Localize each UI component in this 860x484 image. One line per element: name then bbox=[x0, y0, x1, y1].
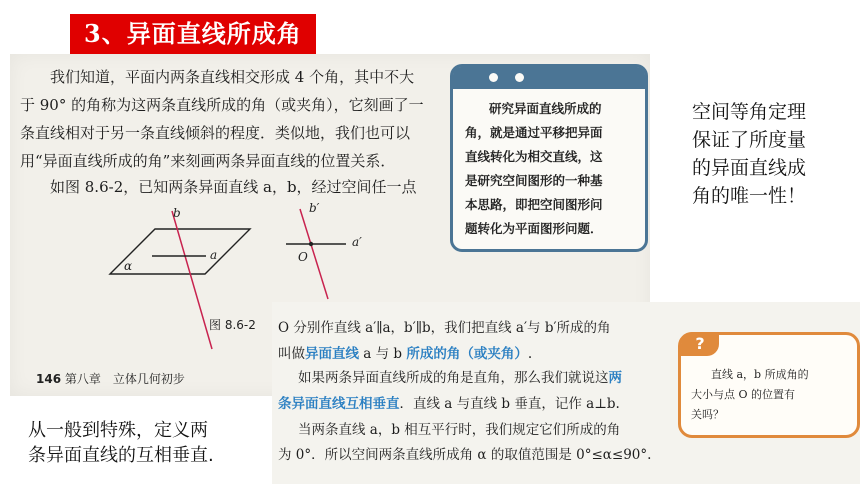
label-b: b bbox=[173, 206, 181, 220]
note-bottom: 从一般到特殊，定义两 条异面直线的互相垂直. bbox=[28, 420, 214, 466]
page-footer bbox=[36, 370, 185, 387]
scan2-line-6: 为 0°．所以空间两条直线所成角 α 的取值范围是 0°≤α≤90°. bbox=[278, 447, 652, 463]
question-mark-icon: ? bbox=[681, 332, 719, 356]
label-b-prime: b′ bbox=[309, 201, 320, 215]
figure-caption: 图 8.6-2 bbox=[209, 318, 256, 332]
textbook-scan-bottom bbox=[272, 302, 860, 484]
point-O bbox=[309, 242, 313, 246]
label-alpha: α bbox=[124, 259, 133, 273]
paragraph-line-3: 条直线相对于另一条直线倾斜的程度．类似地，我们也可以 bbox=[20, 124, 411, 142]
note-right: 空间等角定理 保证了所度量 的异面直线成 角的唯一性！ bbox=[692, 101, 807, 207]
scan2-line-4: 条异面直线互相垂直．直线 a 与直线 b 垂直，记作 a⊥b. bbox=[278, 396, 620, 412]
question-box bbox=[678, 332, 860, 438]
page-number: 146 bbox=[36, 372, 62, 386]
label-a-prime: a′ bbox=[352, 235, 362, 249]
sidebar-note-text: 研究异面直线所成的 角，就是通过平移把异面 直线转化为相交直线，这 是研究空间图形的一种基 本思路，即把空间图形问 题转化为平面图形问题． bbox=[465, 101, 603, 236]
paragraph-line-1: 我们知道，平面内两条直线相交形成 4 个角，其中不大 bbox=[50, 68, 415, 86]
dot-icon bbox=[489, 73, 498, 82]
label-a: a bbox=[210, 248, 218, 262]
paragraph-line-2: 于 90° 的角称为这两条直线所成的角（或夹角），它刻画了一 bbox=[20, 96, 424, 114]
label-O: O bbox=[298, 250, 308, 264]
sidebar-note-header bbox=[453, 67, 645, 89]
scan2-line-2: 叫做异面直线 a 与 b 所成的角（或夹角）. bbox=[278, 346, 533, 362]
paragraph-line-4: 用“异面直线所成的角”来刻画两条异面直线的位置关系． bbox=[20, 152, 396, 170]
scan2-line-1: O 分别作直线 a′∥a，b′∥b，我们把直线 a′与 b′所成的角 bbox=[278, 320, 611, 336]
question-text: 直线 a，b 所成角的 大小与点 O 的位置有 关吗？ bbox=[691, 368, 809, 421]
dot-icon bbox=[515, 73, 524, 82]
paragraph-line-5: 如图 8.6-2，已知两条异面直线 a，b，经过空间任一点 bbox=[50, 178, 417, 196]
scan2-line-5: 当两条直线 a，b 相互平行时，我们规定它们所成的角 bbox=[298, 422, 621, 438]
line-b bbox=[172, 211, 212, 349]
sidebar-note bbox=[450, 64, 648, 252]
chapter-label: 第八章 立体几何初步 bbox=[64, 372, 185, 386]
slide-title: 3、异面直线所成角 bbox=[70, 14, 316, 54]
scan2-line-3: 如果两条异面直线所成的角是直角，那么我们就说这两 bbox=[298, 370, 622, 386]
